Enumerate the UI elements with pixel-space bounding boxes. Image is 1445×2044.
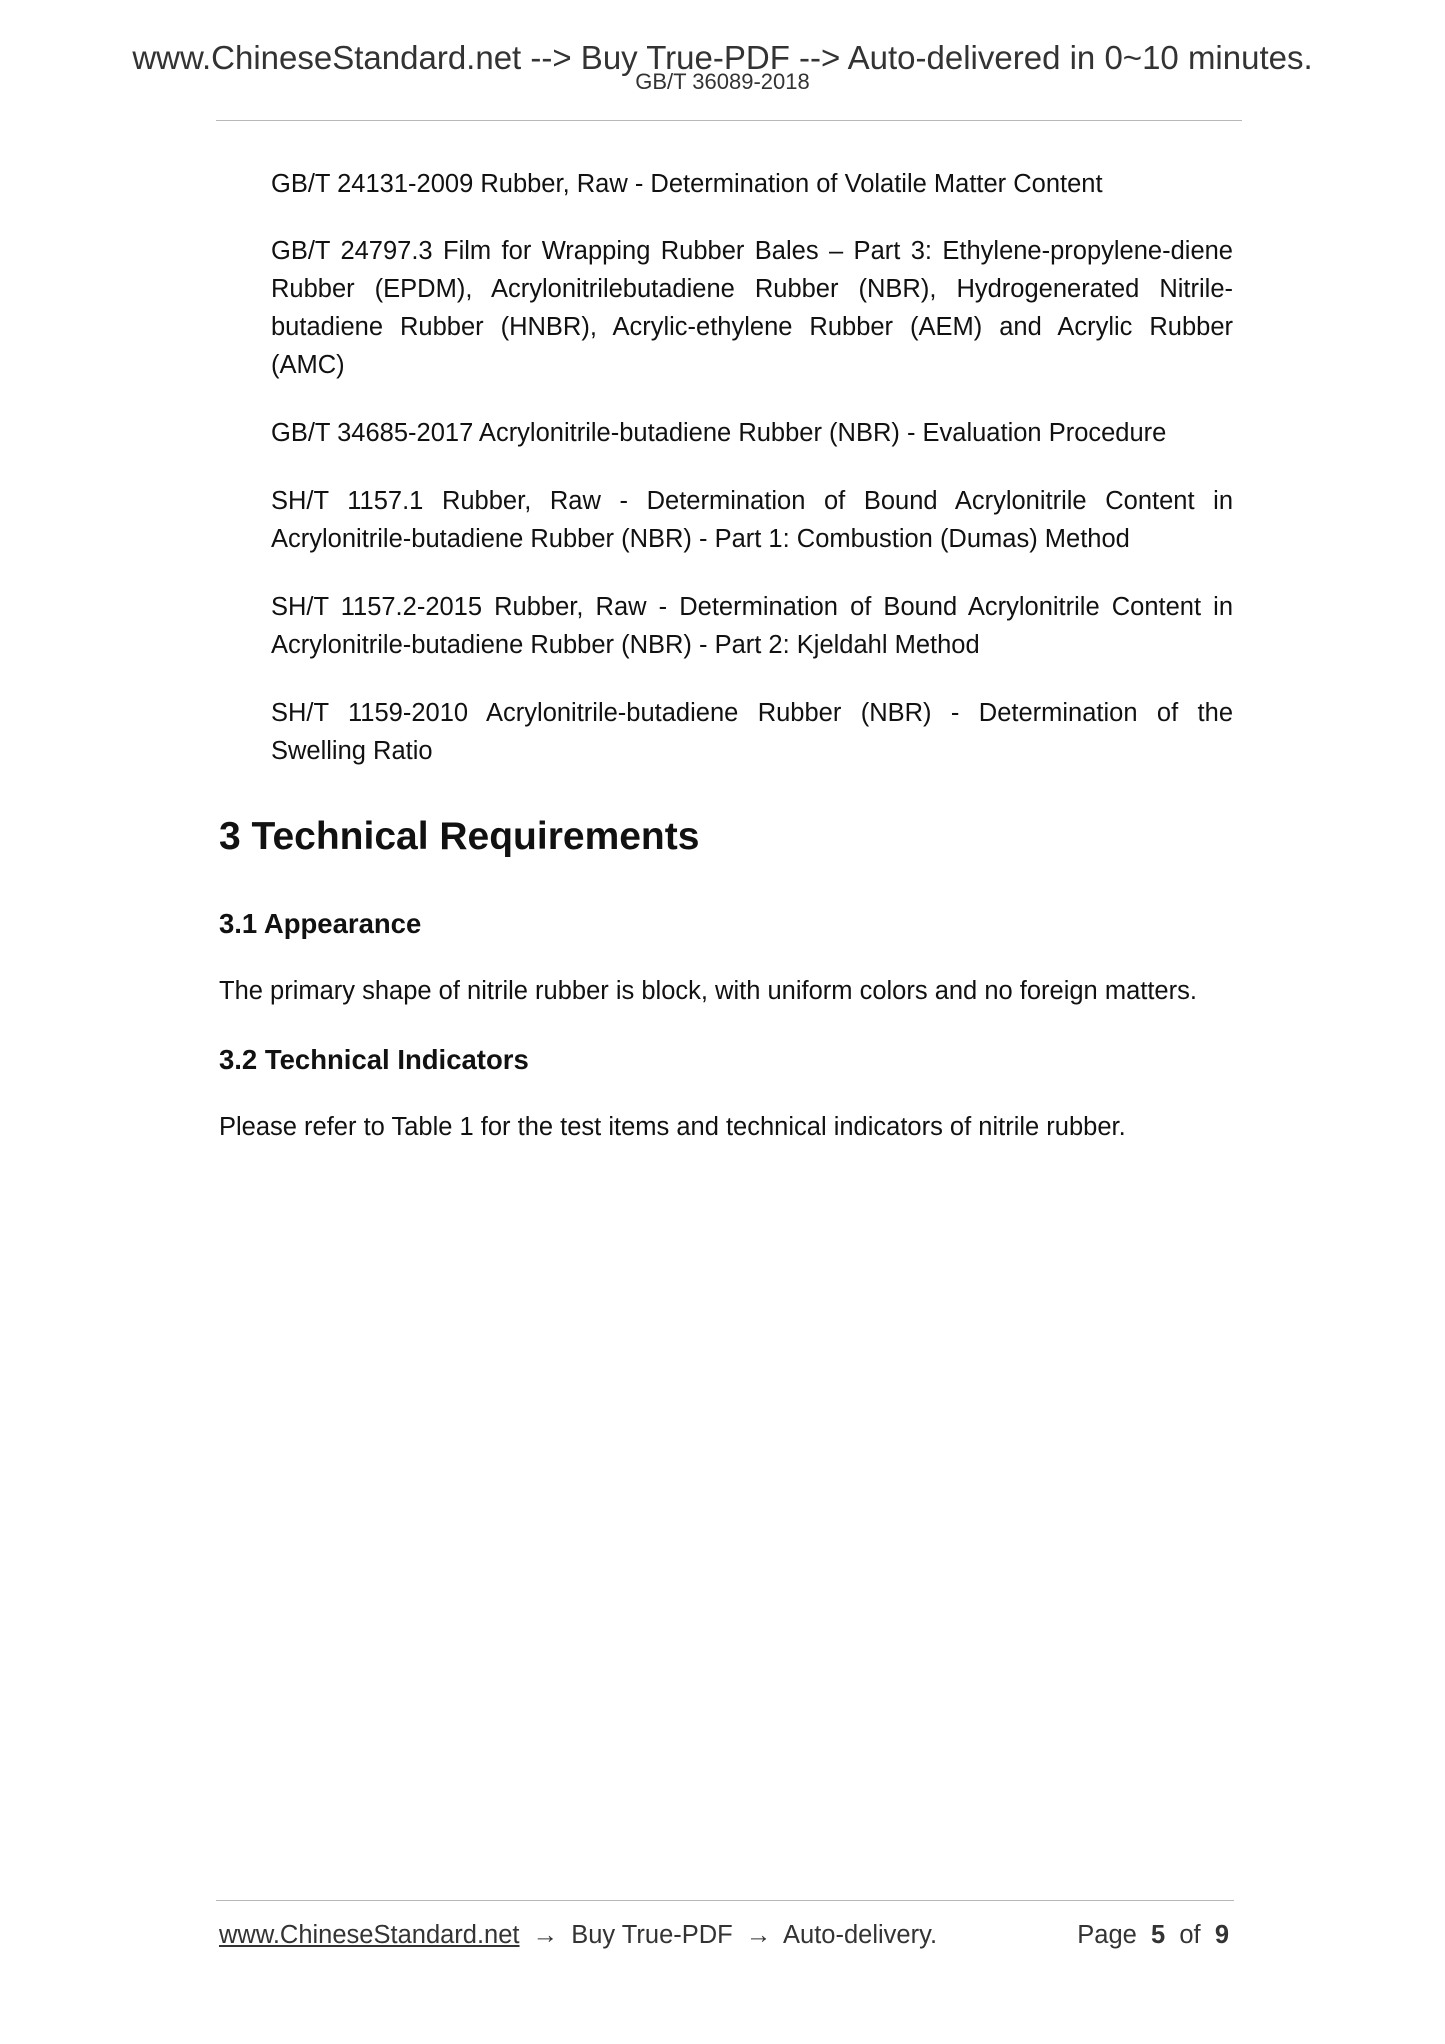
- total-pages-number: 9: [1214, 1921, 1229, 1949]
- header-divider: [216, 120, 1242, 121]
- page-footer: [219, 1916, 1229, 1954]
- reference-item: SH/T 1159-2010 Acrylonitrile-butadiene Rubber (NBR) - Determination of the Swelling Ratio: [271, 699, 1233, 765]
- page-label: Page: [1077, 1921, 1137, 1949]
- page-indicator: [1077, 1916, 1229, 1954]
- of-label: of: [1179, 1921, 1201, 1949]
- auto-delivery-text: Auto-delivery.: [783, 1921, 938, 1949]
- footer-links: [219, 1916, 937, 1954]
- buy-true-pdf-text: Buy True-PDF: [571, 1921, 733, 1949]
- reference-item: GB/T 34685-2017 Acrylonitrile-butadiene Rubber (NBR) - Evaluation Procedure: [271, 419, 1167, 447]
- reference-item: SH/T 1157.1 Rubber, Raw - Determination of Bound Acrylonitrile Content in Acrylonitrile-butadiene Rubber (NBR) - Part 1: Combustion (Dumas) Method: [271, 487, 1233, 553]
- site-link[interactable]: www.ChineseStandard.net: [219, 1921, 520, 1949]
- paragraph: Please refer to Table 1 for the test items and technical indicators of nitrile rubber.: [219, 1113, 1126, 1141]
- current-page-number: 5: [1151, 1921, 1166, 1949]
- reference-item: GB/T 24797.3 Film for Wrapping Rubber Bales – Part 3: Ethylene-propylene-diene Rubber (EPDM), Acrylonitrilebutadiene Rubber (NBR), Hydrogenerated Nitrile-butadiene Rubber (HNBR), Acrylic-ethylene Rubber (AEM) and Acrylic Rubber (AMC): [271, 237, 1233, 379]
- subsection-heading: 3.1 Appearance: [219, 908, 422, 939]
- promo-banner: www.ChineseStandard.net --> Buy True-PDF --> Auto-delivered in 0~10 minutes.: [132, 39, 1313, 76]
- paragraph: The primary shape of nitrile rubber is block, with uniform colors and no foreign matters.: [219, 977, 1197, 1005]
- document-code: GB/T 36089-2018: [635, 69, 810, 94]
- subsection-heading: 3.2 Technical Indicators: [219, 1044, 529, 1075]
- reference-item: GB/T 24131-2009 Rubber, Raw - Determination of Volatile Matter Content: [271, 170, 1103, 198]
- right-arrow-icon: →: [745, 1921, 772, 1949]
- right-arrow-icon: →: [532, 1921, 559, 1949]
- footer-divider: [216, 1900, 1234, 1901]
- reference-item: SH/T 1157.2-2015 Rubber, Raw - Determination of Bound Acrylonitrile Content in Acrylonitrile-butadiene Rubber (NBR) - Part 2: Kjeldahl Method: [271, 593, 1233, 659]
- section-heading: 3 Technical Requirements: [219, 815, 700, 858]
